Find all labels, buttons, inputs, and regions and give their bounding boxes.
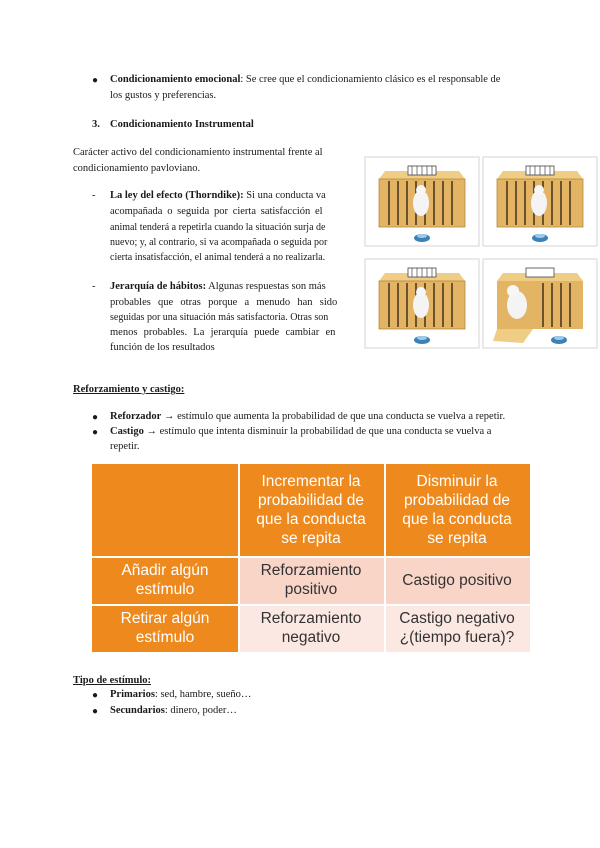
dash-marker: - xyxy=(92,281,96,292)
habit-hierarchy-line-4: menos probables. La jerarquía puede cambiar en xyxy=(110,327,336,338)
law-of-effect-line-1 xyxy=(110,189,352,203)
secondary-term: Secundarios xyxy=(110,705,165,716)
time-out-label: ¿(tiempo fuera)? xyxy=(399,629,515,646)
reinforcement-heading: Reforzamiento y castigo: xyxy=(73,384,185,395)
bullet-icon: ● xyxy=(92,706,99,717)
table-divider xyxy=(92,556,530,558)
punishment-text: → estímulo que intenta disminuir la probabilidad de que una conducta se vuelva a xyxy=(143,426,492,437)
table-cell-positive-punishment: Castigo positivo xyxy=(384,556,530,604)
table-row-header-remove: Retirar algún estímulo xyxy=(92,604,238,652)
section-title: Condicionamiento Instrumental xyxy=(110,119,254,130)
law-of-effect-line-4: nuevo; y, al contrario, si va acompañada o seguida por xyxy=(110,237,328,248)
negative-punishment-label: Castigo negativo xyxy=(399,610,515,627)
secondary-stimulus-item xyxy=(110,704,237,718)
stimulus-type-heading: Tipo de estímulo: xyxy=(73,675,151,686)
law-of-effect-line-3: animal tenderá a repetirla cuando la situación surja de xyxy=(110,222,326,233)
primary-term: Primarios xyxy=(110,689,155,700)
table-divider xyxy=(238,464,240,652)
law-of-effect-line-2: acompañada o seguida por cierta satisfacción el xyxy=(110,206,323,217)
table-cell-negative-punishment xyxy=(384,604,530,652)
law-of-effect-text-1: Si una conducta va xyxy=(243,190,326,201)
habit-hierarchy-line-3: seguidas por una situación más satisfactoria. Otras son xyxy=(110,312,329,323)
habit-hierarchy-term: Jerarquía de hábitos: xyxy=(110,281,207,292)
reinforcer-item xyxy=(110,410,505,424)
emotional-conditioning-term: Condicionamiento emocional xyxy=(110,74,241,85)
punishment-item xyxy=(110,425,491,439)
section-number: 3. xyxy=(92,119,100,130)
dash-marker: - xyxy=(92,190,96,201)
bullet-icon: ● xyxy=(92,427,99,438)
law-of-effect-term: La ley del efecto (Thorndike): xyxy=(110,190,244,201)
habit-hierarchy-line-5: función de los resultados xyxy=(110,342,215,353)
table-cell-negative-reinforcement: Reforzamiento negativo xyxy=(238,604,384,652)
primary-stimulus-item xyxy=(110,688,251,702)
bullet-icon: ● xyxy=(92,75,99,86)
emotional-conditioning-text-2: los gustos y preferencias. xyxy=(110,90,217,101)
table-cell-positive-reinforcement: Reforzamiento positivo xyxy=(238,556,384,604)
punishment-term: Castigo xyxy=(110,426,144,437)
intro-line-2: condicionamiento pavloviano. xyxy=(73,163,201,174)
habit-hierarchy-text-1: Algunas respuestas son más xyxy=(206,281,326,292)
reinforcer-text: → estímulo que aumenta la probabilidad de que una conducta se vuelva a repetir. xyxy=(161,411,506,422)
punishment-text-2: repetir. xyxy=(110,441,140,452)
primary-text: : sed, hambre, sueño… xyxy=(154,689,252,700)
table-header-decrease: Disminuir la probabilidad de que la conducta se repita xyxy=(384,464,530,556)
reinforcer-term: Reforzador xyxy=(110,411,162,422)
secondary-text: : dinero, poder… xyxy=(164,705,237,716)
bullet-icon: ● xyxy=(92,412,99,423)
table-corner-cell xyxy=(92,464,238,556)
table-row-header-add: Añadir algún estímulo xyxy=(92,556,238,604)
table-header-increase: Incrementar la probabilidad de que la conducta se repita xyxy=(238,464,384,556)
habit-hierarchy-line-2: probables que otras porque a menudo han sido xyxy=(110,297,338,308)
table-divider xyxy=(384,464,386,652)
law-of-effect-line-5: cierta insatisfacción, el animal tenderá a no realizarla. xyxy=(110,252,326,263)
reinforcement-punishment-table xyxy=(92,464,530,652)
habit-hierarchy-line-1 xyxy=(110,280,355,294)
intro-line-1: Carácter activo del condicionamiento instrumental frente al xyxy=(73,147,323,158)
table-divider xyxy=(92,604,530,606)
bullet-icon: ● xyxy=(92,690,99,701)
thorndike-puzzle-box-illustration xyxy=(363,155,600,355)
emotional-conditioning-text: : Se cree que el condicionamiento clásico es el responsable de xyxy=(240,74,501,85)
emotional-conditioning-item xyxy=(110,73,530,87)
